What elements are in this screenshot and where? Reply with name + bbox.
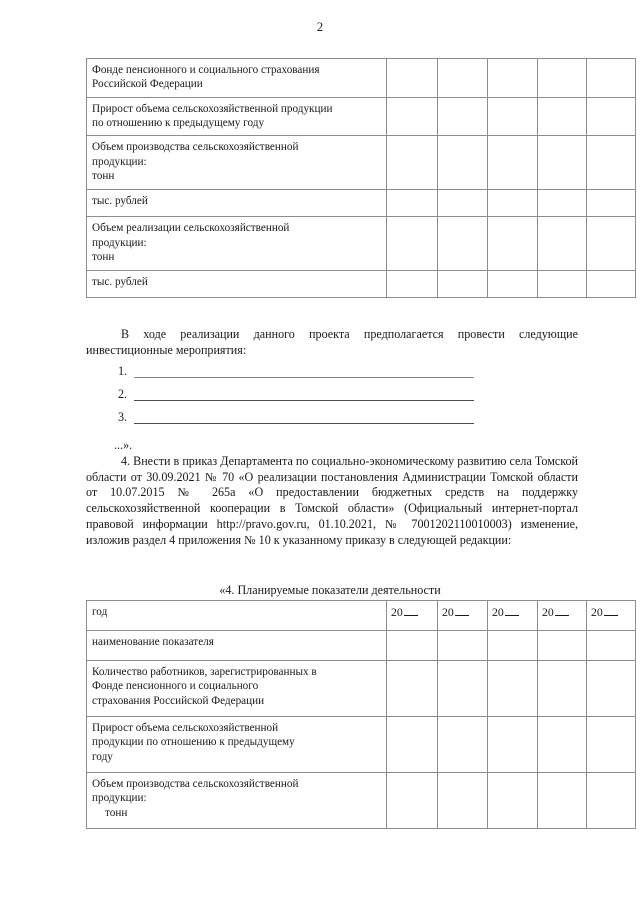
table-2-header-year-5[interactable] — [587, 601, 636, 631]
table-row — [87, 717, 636, 773]
blank-rule[interactable] — [134, 400, 474, 401]
cell-line: продукции: — [92, 792, 147, 805]
table-2-container — [86, 600, 636, 829]
table-2-row-3-col-5[interactable] — [587, 773, 636, 829]
table-2-header-year-1[interactable] — [387, 601, 438, 631]
table-row — [87, 59, 636, 98]
table-2-row-3-label — [87, 773, 387, 829]
table-1-row-4-col-1[interactable] — [387, 217, 438, 271]
table-2-row-2-col-3[interactable] — [488, 717, 538, 773]
blank-rule[interactable] — [134, 377, 474, 378]
page-number: 2 — [316, 20, 324, 34]
table-2-row-0-label — [87, 631, 387, 661]
table-row — [87, 631, 636, 661]
cell-line: Фонде пенсионного и социального — [92, 680, 259, 693]
table-1-row-1-col-3[interactable] — [488, 97, 538, 136]
list-item — [86, 364, 578, 387]
table-2-row-1-label — [87, 661, 387, 717]
table-row — [87, 190, 636, 217]
cell-line: Объем производства сельскохозяйственной — [92, 141, 299, 154]
table-1-row-4-col-2[interactable] — [438, 217, 488, 271]
table-header-row — [87, 601, 636, 631]
cell-line: Количество работников, зарегистрированных в — [92, 666, 317, 678]
cell-line: Прирост объема сельскохозяйственной продукции — [92, 102, 333, 115]
cell-line: по отношению к предыдущему году — [92, 116, 265, 129]
cell-line: продукции по отношению к предыдущему — [92, 736, 295, 749]
table-1-row-2-label — [87, 136, 387, 190]
year-value: 20 — [492, 605, 519, 619]
cell-line: Объем производства сельскохозяйственной — [92, 778, 299, 790]
table-2-row-3-col-2[interactable] — [438, 773, 488, 829]
table-1-body — [87, 59, 636, 298]
cell-line: продукции: — [92, 155, 147, 168]
table-1-row-4-col-3[interactable] — [488, 217, 538, 271]
table-1-row-2-col-2[interactable] — [438, 136, 488, 190]
table-2-row-3-col-3[interactable] — [488, 773, 538, 829]
cell-line: тонн — [92, 169, 115, 182]
cell-line: Прирост объема сельскохозяйственной — [92, 722, 279, 734]
list-item-number: 3. — [118, 410, 128, 424]
cell-line: продукции: — [92, 236, 147, 249]
cell-line: тыс. рублей — [92, 195, 148, 208]
cell-line: Фонде пенсионного и социального страхования — [92, 64, 320, 76]
table-2-row-2-col-5[interactable] — [587, 717, 636, 773]
cell-line: наименование показателя — [92, 636, 214, 648]
table-2-header-year-2[interactable] — [438, 601, 488, 631]
year-blank-underline[interactable] — [404, 605, 418, 616]
cell-line: тонн — [105, 806, 128, 819]
ellipsis-line: ...». — [114, 438, 133, 452]
table-2-header-year-3[interactable] — [488, 601, 538, 631]
table-1-row-3-col-3[interactable] — [488, 190, 538, 217]
year-blank-underline[interactable] — [555, 605, 569, 616]
table-1-row-2-col-3[interactable] — [488, 136, 538, 190]
table-row — [87, 661, 636, 717]
year-value: 20 — [591, 605, 618, 619]
table-1-row-1-col-4[interactable] — [538, 97, 587, 136]
table-2-row-0-col-5[interactable] — [587, 631, 636, 661]
year-value: 20 — [391, 605, 418, 619]
table-1-row-4-col-5[interactable] — [587, 217, 636, 271]
list-item — [86, 387, 578, 410]
table-1-row-3-col-2[interactable] — [438, 190, 488, 217]
list-item-number: 2. — [118, 387, 128, 401]
table-1-row-2-col-1[interactable] — [387, 136, 438, 190]
cell-line: году — [92, 750, 113, 763]
year-blank-underline[interactable] — [505, 605, 519, 616]
table-1-row-4-label — [87, 217, 387, 271]
table-2-row-2-col-1[interactable] — [387, 717, 438, 773]
table-2-row-0-col-2[interactable] — [438, 631, 488, 661]
year-blank-underline[interactable] — [604, 605, 618, 616]
intro-paragraph: В ходе реализации данного проекта предполагается провести следующие инвестиционные мероприятия: — [86, 327, 578, 357]
year-value: 20 — [542, 605, 569, 619]
table-2-row-0-col-1[interactable] — [387, 631, 438, 661]
table-2-row-0-col-4[interactable] — [538, 631, 587, 661]
table-1-row-2-col-4[interactable] — [538, 136, 587, 190]
table-2-body — [87, 601, 636, 829]
table-1-row-3-col-4[interactable] — [538, 190, 587, 217]
planned-indicators-table — [86, 600, 636, 829]
table-1-row-0-col-3[interactable] — [488, 59, 538, 98]
cell-line: страхования Российской Федерации — [92, 694, 265, 707]
table-1-row-1-col-5[interactable] — [587, 97, 636, 136]
year-blank-underline[interactable] — [455, 605, 469, 616]
table-row — [87, 136, 636, 190]
table-2-row-3-col-4[interactable] — [538, 773, 587, 829]
table-2-row-2-label — [87, 717, 387, 773]
table-1-row-1-col-1[interactable] — [387, 97, 438, 136]
table-1-row-5-col-2[interactable] — [438, 271, 488, 298]
cell-line: тыс. рублей — [92, 276, 148, 289]
table-1-row-5-col-1[interactable] — [387, 271, 438, 298]
cell-line: Российской Федерации — [92, 78, 203, 91]
table-2-row-1-col-4[interactable] — [538, 661, 587, 717]
table-1-row-3-label — [87, 190, 387, 217]
table-1-row-1-label — [87, 97, 387, 136]
indicators-table-continued — [86, 58, 636, 298]
numbered-blank-list — [86, 364, 578, 433]
table-2-row-1-col-1[interactable] — [387, 661, 438, 717]
table-1-row-5-label — [87, 271, 387, 298]
paragraph-4: 4. Внести в приказ Департамента по социально-экономическому развитию села Томской области от 30.09.2021 № 70 «О реализации постановления Администрации Томской области от 10.07.2015 № 265а «О предоставлении бюджетных средств на поддержку сельскохозяйственной кооперации в Томской области» (Официальный интернет-портал правовой информации http://pravo.gov.ru, 01.10.2021, № 7001202110010003) изменение, изложив раздел 4 приложения № 10 к указанному приказу в следующей редакции: — [86, 454, 578, 547]
table-2-header-year-4[interactable] — [538, 601, 587, 631]
blank-rule[interactable] — [134, 423, 474, 424]
table-row — [87, 97, 636, 136]
table-2-row-2-col-2[interactable] — [438, 717, 488, 773]
table-2-row-1-col-2[interactable] — [438, 661, 488, 717]
table-2-row-1-col-5[interactable] — [587, 661, 636, 717]
table-row — [87, 217, 636, 271]
table-1-container — [86, 58, 636, 298]
table-1-row-0-label — [87, 59, 387, 98]
table-1-row-0-col-5[interactable] — [587, 59, 636, 98]
list-item — [86, 410, 578, 433]
table-2-header-label: год — [87, 601, 387, 631]
table-2-row-3-col-1[interactable] — [387, 773, 438, 829]
table-1-row-5-col-4[interactable] — [538, 271, 587, 298]
table-1-row-0-col-4[interactable] — [538, 59, 587, 98]
table-1-row-0-col-1[interactable] — [387, 59, 438, 98]
table-row — [87, 773, 636, 829]
table-row — [87, 271, 636, 298]
table-2-caption: «4. Планируемые показатели деятельности — [219, 583, 441, 597]
table-1-row-2-col-5[interactable] — [587, 136, 636, 190]
table-1-row-5-col-3[interactable] — [488, 271, 538, 298]
year-value: 20 — [442, 605, 469, 619]
table-1-row-3-col-5[interactable] — [587, 190, 636, 217]
table-1-row-5-col-5[interactable] — [587, 271, 636, 298]
table-1-row-0-col-2[interactable] — [438, 59, 488, 98]
table-2-row-1-col-3[interactable] — [488, 661, 538, 717]
table-2-row-2-col-4[interactable] — [538, 717, 587, 773]
table-1-row-4-col-4[interactable] — [538, 217, 587, 271]
table-1-row-3-col-1[interactable] — [387, 190, 438, 217]
cell-line: тонн — [92, 250, 115, 263]
cell-line: Объем реализации сельскохозяйственной — [92, 222, 290, 235]
table-2-row-0-col-3[interactable] — [488, 631, 538, 661]
list-item-number: 1. — [118, 364, 128, 378]
table-1-row-1-col-2[interactable] — [438, 97, 488, 136]
